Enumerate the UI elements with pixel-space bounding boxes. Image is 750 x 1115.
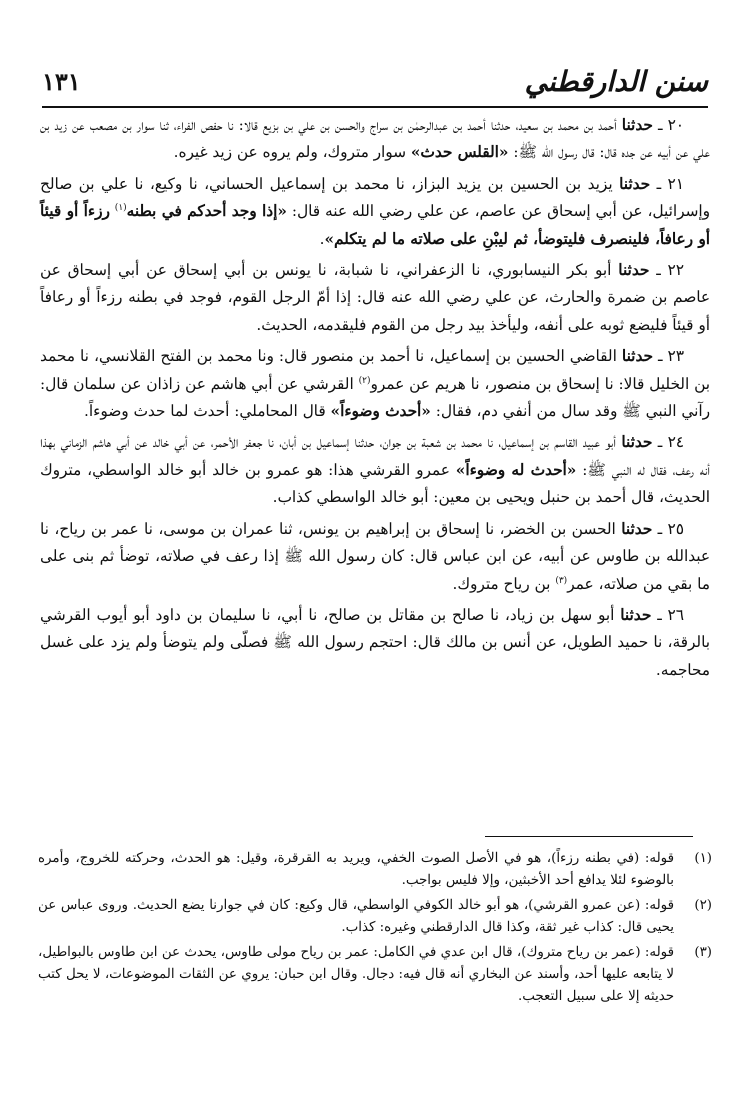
footnote bbox=[38, 942, 712, 1009]
footnote-text: قوله: (في بطنه رزءاً)، هو في الأصل الصوت الخفي، ويريد به القرقرة، وقيل: هو الحدث، وحركته للخروج، وأمره بالوضوء لئلا يدافع أحد الأخبثين، وإلا فليس بواجب. bbox=[38, 851, 674, 889]
hadith-entry: ٢٣ ـ حدثنا القاضي الحسين بن إسماعيل، نا أحمد بن منصور قال: ونا محمد بن الفتح القلانسي، نا محمد بن الخليل قالا: نا إسحاق بن منصور، نا هريم عن عمرو$^{(٢)}$ القرشي عن أبي هاشم عن زاذان عن سلمان قال: رآني النبي ﷺ وقد سال من أنفي دم، فقال: «أحدث وضوءاً» قال المحاملي: أحدث لما حدث وضوءاً. bbox=[40, 347, 710, 421]
footnote-number: (٣) bbox=[694, 944, 712, 960]
hadith-text bbox=[40, 112, 710, 688]
footnote-marker[interactable]: (٣) bbox=[555, 575, 568, 586]
hadith-entry: ٢١ ـ حدثنا يزيد بن الحسين بن يزيد البزاز، نا محمد بن إسماعيل الحساني، نا وكيع، نا علي بن صالح وإسرائيل، عن أبي إسحاق عن عاصم، عن علي رضي الله عنه قال: «إذا وجد أحدكم في بطنه$^{(١)}$ رزءاً أو قيئاً أو رعافاً، فلينصرف فليتوضأ، ثم ليبْنِ على صلاته ما لم يتكلم». bbox=[40, 174, 710, 248]
footnotes bbox=[38, 848, 712, 1011]
footnote bbox=[38, 848, 712, 893]
page-number: ١٣١ bbox=[42, 67, 81, 96]
footnote-number: (١) bbox=[694, 851, 712, 866]
footnote-divider bbox=[485, 836, 693, 837]
hadith-entry: ٢٦ ـ حدثنا أبو سهل بن زياد، نا صالح بن مقاتل بن صالح، نا أبي، نا سليمان بن داود أبو أيوب القرشي بالرقة، نا حميد الطويل، عن أنس بن مالك قال: احتجم رسول الله ﷺ فصلّى ولم يتوضأ ولم يزد على غسل محاجمه. bbox=[40, 605, 710, 679]
footnote-text: قوله: (عمر بن رياح متروك)، قال ابن عدي في الكامل: عمر بن رياح مولى طاوس، يحدث عن ابن طاوس بالبواطيل، لا يتابعه عليها أحد، وأسند عن البخاري أنه قال فيه: دجال. وقال ابن حبان: يروي عن الثقات الموضوعات، لا يحل كتب حديثه إلا على سبيل التعجب. bbox=[38, 944, 674, 1005]
hadith-entry: ٢٠ ـ حدثنا أحمد بن محمد بن سعيد، حدثنا أحمد بن عبدالرحمٰن بن سراج والحسن بن علي بن بزيع قالا: نا حفص الفراء، ثنا سوار بن مصعب عن زيد بن علي عن أبيه عن جده قال: قال رسول الله ﷺ: «القلس حدث» سوار متروك، ولم يروه عن زيد غيره. bbox=[40, 116, 710, 162]
hadith-entry: ٢٤ ـ حدثنا أبو عبيد القاسم بن إسماعيل، نا محمد بن شعبة بن جوان، حدثنا إسماعيل بن أبان، نا جعفر الأحمر، عن أبي خالد عن أبي هاشم الزماني بهذا أنه رعف، فقال له النبي ﷺ: «أحدث له وضوءاً» عمرو القرشي هذا: هو عمرو بن خالد أبو خالد الواسطي، متروك الحديث، قال أحمد بن حنبل ويحيى بن معين: أبو خالد الواسطي كذاب. bbox=[40, 433, 710, 507]
hadith-entry: ٢٢ ـ حدثنا أبو بكر النيسابوري، نا الزعفراني، نا شبابة، نا يونس بن أبي إسحاق عن أبي إسحاق عن عاصم بن ضمرة والحارث، عن علي رضي الله عنه قال: إذا أمّ الرجل القوم، فوجد في بطنه رزءاً أو رعافاً أو قيئاً فليضع ثوبه على أنفه، وليأخذ بيد رجل من القوم فليقدمه، الحديث. bbox=[40, 261, 710, 334]
footnote bbox=[38, 895, 712, 940]
footnote-text: قوله: (عن عمرو القرشي)، هو أبو خالد الكوفي الواسطي، قال وكيع: كان في جوارنا يضع الحديث. وروى عباس عن يحيى قال: كذاب غير ثقة، وكذا قال الدارقطني وغيره: كذاب. bbox=[38, 897, 674, 936]
footnote-number: (٢) bbox=[694, 897, 712, 913]
footnote-marker[interactable]: (١) bbox=[114, 203, 127, 214]
hadith-entry: ٢٥ ـ حدثنا الحسن بن الخضر، نا إسحاق بن إبراهيم بن يونس، ثنا عمران بن موسى، نا عمر بن رياح، نا عبدالله بن طاوس عن أبيه، عن ابن عباس قال: كان رسول الله ﷺ إذا رعف في صلاته، توضأ ثم بنى على ما بقي من صلاته، عمر$^{(٣)}$ بن رياح متروك. bbox=[40, 519, 710, 593]
footnote-marker[interactable]: (٢) bbox=[358, 375, 371, 386]
page-header bbox=[42, 62, 708, 108]
book-title: سنن الدارقطني bbox=[524, 65, 708, 98]
